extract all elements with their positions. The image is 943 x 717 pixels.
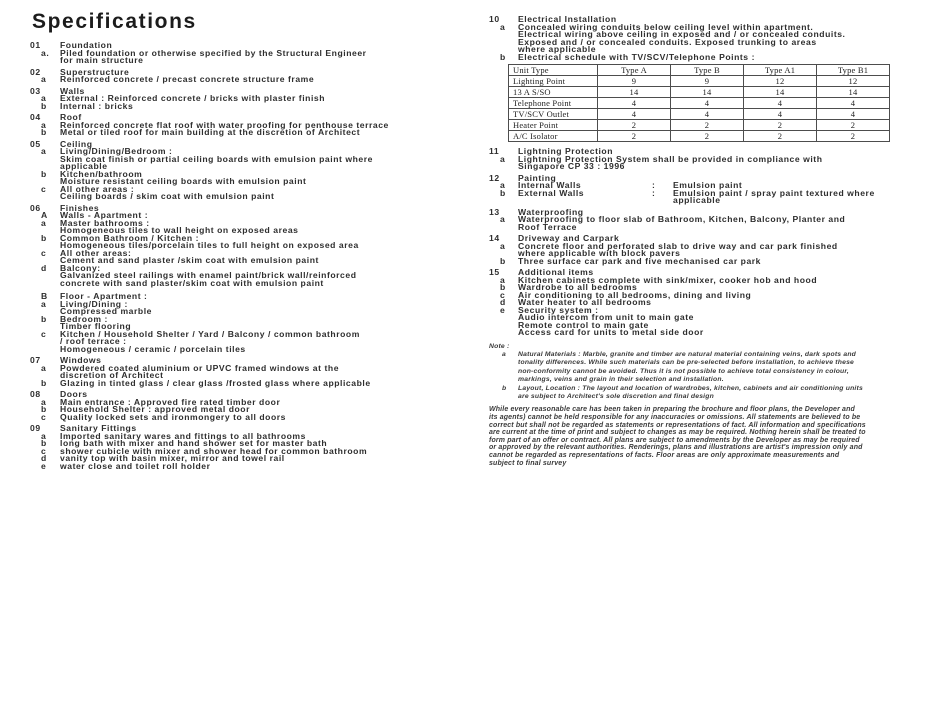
right-column xyxy=(489,16,921,467)
table-row-label: Heater Point xyxy=(509,120,598,131)
item-body xyxy=(518,385,921,402)
spec-section xyxy=(30,66,466,84)
spec-text-line: Skim coat finish or partial ceiling boards with emulsion paint where xyxy=(60,153,373,164)
spec-item xyxy=(30,129,466,137)
spec-text-line: vanity top with basin mixer, mirror and towel rail xyxy=(60,453,285,463)
item-body xyxy=(518,153,921,171)
spec-text-line: long bath with mixer and hand shower set for master bath xyxy=(60,438,328,448)
spec-text-line: Exposed and / or concealed conduits. Exposed trunking to areas xyxy=(518,36,817,47)
table-cell: 2 xyxy=(598,120,671,131)
item-label: e xyxy=(500,304,506,315)
item-label: d xyxy=(500,297,506,307)
spec-item xyxy=(30,76,466,84)
item-body xyxy=(60,377,466,388)
disclaimer-line: cannot be regarded as representations of facts. Floor areas are only approximate measurements and xyxy=(489,451,840,459)
item-label: d xyxy=(41,453,47,463)
spec-text-line: Water heater to all bedrooms xyxy=(518,297,652,307)
section-number: 08 xyxy=(30,389,41,399)
spec-text-line: Reinforced concrete flat roof with water proofing for penthouse terrace xyxy=(60,119,389,130)
table-header-cell: Unit Type xyxy=(509,65,598,76)
item-label: b xyxy=(41,313,47,324)
spec-text-line: Singapore CP 33 : 1996 xyxy=(518,161,625,171)
section-heading: Finishes xyxy=(60,202,100,213)
item-label: a xyxy=(41,396,47,407)
spec-section xyxy=(489,206,921,232)
item-body xyxy=(60,460,466,471)
item-body xyxy=(60,129,466,137)
spec-text-line: Powdered coated aluminium or UPVC framed windows at the xyxy=(60,362,340,373)
spec-text-line: Main entrance : Approved fire rated timber door xyxy=(60,396,281,407)
section-heading: Electrical Installation xyxy=(518,14,617,24)
section-number: 14 xyxy=(489,233,500,243)
spec-section xyxy=(30,85,466,111)
left-column xyxy=(30,42,466,474)
table-row-label: TV/SCV Outlet xyxy=(509,109,598,120)
item-body xyxy=(518,351,921,385)
spec-text-line: where applicable with block pavers xyxy=(518,248,681,258)
item-body xyxy=(60,183,466,201)
item-label: e xyxy=(41,460,47,471)
table-header-row xyxy=(509,65,890,76)
table-row xyxy=(509,76,890,87)
spec-item xyxy=(30,377,466,388)
item-label: b xyxy=(500,282,506,292)
spec-text-tab: applicable xyxy=(673,195,721,205)
note-item xyxy=(489,351,921,385)
disclaimer-line: correct but shall not be regarded as statements or representations of fact. All information and specifications xyxy=(489,421,866,429)
spec-text-tab: : xyxy=(652,180,656,190)
section-heading: Painting xyxy=(518,172,557,183)
item-label: A xyxy=(41,210,48,220)
section-number: 01 xyxy=(30,40,41,50)
table-row-label: A/C Isolator xyxy=(509,131,598,142)
spec-text-line: Lightning Protection System shall be provided in compliance with xyxy=(518,153,823,164)
spec-text-line: applicable xyxy=(60,161,108,171)
spec-text-line: Ceiling boards / skim coat with emulsion paint xyxy=(60,191,275,201)
section-heading: Superstructure xyxy=(60,66,130,77)
spec-item xyxy=(30,328,466,354)
item-label: b xyxy=(41,232,47,243)
spec-text-line: All other areas: xyxy=(60,247,132,258)
spec-text-line: Concrete floor and perforated slab to drive way and car park finished xyxy=(518,240,838,251)
section-number: 11 xyxy=(489,146,500,156)
table-row xyxy=(509,109,890,120)
item-body xyxy=(518,51,921,62)
table-row-label: Lighting Point xyxy=(509,76,598,87)
table-cell: 2 xyxy=(671,131,744,142)
spec-section xyxy=(489,172,921,205)
item-body xyxy=(60,328,466,354)
spec-text-line: concrete with sand plaster/skim coat with emulsion paint xyxy=(60,277,324,288)
table-header-cell: Type A1 xyxy=(744,65,817,76)
disclaimer-line: its agents) cannot be held responsible for any inaccuracies or omissions. All statements are believed to be xyxy=(489,413,861,421)
item-body xyxy=(518,304,921,337)
table-row-label: 13 A S/SO xyxy=(509,87,598,98)
section-heading: Windows xyxy=(60,355,102,365)
spec-text-line: Natural Materials : Marble, granite and timber are natural material containing veins, dark spots and xyxy=(518,350,857,358)
item-label: b xyxy=(41,127,47,137)
item-label: a xyxy=(41,146,47,156)
item-body xyxy=(518,21,921,54)
section-number: 12 xyxy=(489,172,500,183)
spec-section xyxy=(489,269,921,337)
item-label: a xyxy=(500,240,506,251)
spec-section xyxy=(30,42,466,65)
spec-item xyxy=(30,262,466,288)
spec-text-line: Kitchen / Household Shelter / Yard / Balcony / common bathroom xyxy=(60,328,360,339)
section-heading: Ceiling xyxy=(60,138,93,149)
section-number: 02 xyxy=(30,66,41,77)
spec-item xyxy=(30,100,466,111)
spec-section xyxy=(30,425,466,470)
section-number: 13 xyxy=(489,206,500,217)
item-label: b xyxy=(500,51,506,62)
table-cell: 9 xyxy=(598,76,671,87)
item-label: a xyxy=(500,274,506,285)
spec-item xyxy=(489,187,921,205)
spec-text-line: Layout, Location : The layout and location of wardrobes, kitchen, cabinets and air conditioning units xyxy=(518,384,863,392)
item-label: b xyxy=(500,255,506,266)
spec-text-line: markings, veins and grain in their selection and installation. xyxy=(518,376,724,384)
spec-item xyxy=(30,460,466,471)
table-cell: 2 xyxy=(598,131,671,142)
note-heading: Note : xyxy=(489,342,510,350)
item-label: c xyxy=(41,411,47,422)
table-cell: 2 xyxy=(817,120,890,131)
item-label: b xyxy=(41,404,47,414)
disclaimer-line: While every reasonable care has been taken in preparing the brochure and floor plans, the Developer and xyxy=(489,406,855,414)
spec-text-line: Remote control to main gate xyxy=(518,319,649,330)
spec-text-line: Security system : xyxy=(518,304,599,315)
spec-text-line: Bedroom : xyxy=(60,313,108,324)
spec-text-line: Kitchen/bathroom xyxy=(60,168,143,179)
item-label: a xyxy=(41,298,47,309)
item-label: b xyxy=(502,384,507,392)
table-cell: 2 xyxy=(744,120,817,131)
item-label: a xyxy=(41,362,47,373)
spec-text-line: Balcony: xyxy=(60,262,101,273)
item-label: b xyxy=(41,100,47,111)
item-body xyxy=(60,262,466,288)
table-cell: 4 xyxy=(598,109,671,120)
spec-text-line: Access card for units to metal side door xyxy=(518,327,704,337)
spec-text-line: Homogeneous tiles to wall height on exposed areas xyxy=(60,225,299,235)
table-header xyxy=(509,65,890,76)
spec-text-line: Roof Terrace xyxy=(518,221,577,232)
section-number: 09 xyxy=(30,423,41,433)
table-row-label: Telephone Point xyxy=(509,98,598,109)
spec-text-tab: External Walls xyxy=(518,187,585,198)
spec-text-line: Timber flooring xyxy=(60,321,132,331)
item-label: c xyxy=(500,289,506,300)
spec-text-line: Walls - Apartment : xyxy=(60,210,149,220)
table-cell: 4 xyxy=(671,98,744,109)
spec-text-line: Imported sanitary wares and fittings to all bathrooms xyxy=(60,430,306,441)
item-body xyxy=(518,216,921,231)
spec-text-line: Homogeneous tiles/porcelain tiles to full height on exposed area xyxy=(60,240,359,250)
table-row xyxy=(509,98,890,109)
spec-text-line: Waterproofing to floor slab of Bathroom, Kitchen, Balcony, Planter and xyxy=(518,214,846,224)
table-cell: 4 xyxy=(817,98,890,109)
spec-text-line: water close and toilet roll holder xyxy=(60,460,211,471)
section-number: 05 xyxy=(30,138,41,149)
item-body xyxy=(60,100,466,111)
spec-item xyxy=(30,148,466,171)
section-heading: Roof xyxy=(60,112,82,122)
spec-text-line: non-conformity cannot be avoided. Thus it is not possible to achieve total consistency in colour, xyxy=(518,367,849,375)
spec-item xyxy=(489,216,921,231)
table-header-cell: Type A xyxy=(598,65,671,76)
spec-text-line: Air conditioning to all bedrooms, dining and living xyxy=(518,289,752,300)
table-cell: 2 xyxy=(744,131,817,142)
spec-text-line: where applicable xyxy=(518,44,597,54)
page-title: Specifications xyxy=(32,10,197,33)
item-body xyxy=(60,298,466,316)
spec-text-line: / roof terrace : xyxy=(60,336,127,346)
spec-text-line: Master bathrooms : xyxy=(60,217,150,228)
section-heading: Driveway and Carpark xyxy=(518,233,620,243)
spec-text-line: shower cubicle with mixer and shower head for common bathroom xyxy=(60,445,368,456)
item-label: a xyxy=(41,119,47,130)
spec-text-line: Moisture resistant ceiling boards with emulsion paint xyxy=(60,176,307,186)
spec-text-line: Quality locked sets and ironmongery to all doors xyxy=(60,411,287,422)
table-cell: 9 xyxy=(671,76,744,87)
item-label: a xyxy=(500,180,506,190)
item-label: d xyxy=(41,262,47,273)
table-cell: 14 xyxy=(671,87,744,98)
spec-text-line: discretion of Architect xyxy=(60,370,164,380)
item-label: B xyxy=(41,291,48,301)
spec-text-line: Homogeneous / ceramic / porcelain tiles xyxy=(60,343,246,354)
note-item xyxy=(489,385,921,402)
item-body xyxy=(60,76,466,84)
spec-text-line: Reinforced concrete / precast concrete structure frame xyxy=(60,74,315,84)
section-heading: Lightning Protection xyxy=(518,146,614,156)
table-cell: 2 xyxy=(817,131,890,142)
spec-section xyxy=(30,391,466,421)
item-label: c xyxy=(41,247,47,258)
spec-section xyxy=(489,235,921,265)
disclaimer-paragraph xyxy=(489,406,921,467)
spec-text-line: Floor - Apartment : xyxy=(60,291,148,301)
spec-text-tab: Emulsion paint / spray paint textured where xyxy=(673,187,875,198)
item-label: c xyxy=(41,183,47,194)
spec-section xyxy=(30,202,466,354)
table-cell: 4 xyxy=(671,109,744,120)
spec-text-line: Compressed marble xyxy=(60,306,152,316)
table-cell: 4 xyxy=(817,109,890,120)
section-number: 06 xyxy=(30,202,41,213)
table-row xyxy=(509,87,890,98)
item-body xyxy=(60,148,466,171)
item-label: c xyxy=(41,328,47,339)
spec-text-line: are subject to Architect's sole discretion and final design xyxy=(518,392,714,400)
spec-item xyxy=(489,304,921,337)
section-number: 07 xyxy=(30,355,41,365)
spec-text-line: Audio intercom from unit to main gate xyxy=(518,312,694,322)
spec-text-line: Wardrobe to all bedrooms xyxy=(518,282,638,292)
table-row xyxy=(509,131,890,142)
section-heading: Foundation xyxy=(60,40,113,50)
item-label: a xyxy=(500,153,506,164)
spec-item xyxy=(489,255,921,266)
spec-text-line: tonality differences. While such materials can be pre-selected before installation, to achieve these xyxy=(518,359,855,367)
table-cell: 12 xyxy=(744,76,817,87)
item-label: b xyxy=(41,168,47,179)
disclaimer-line: or approved by the relevant authorities. Renderings, plans and illustrations are artist's impression only and xyxy=(489,444,863,452)
item-label: a xyxy=(41,93,47,103)
spec-text-line: Glazing in tinted glass / clear glass /frosted glass where applicable xyxy=(60,377,371,388)
table-cell: 4 xyxy=(744,109,817,120)
item-body xyxy=(60,411,466,422)
electrical-schedule-table xyxy=(508,64,890,142)
note-block xyxy=(489,343,921,402)
spec-text-line: Concealed wiring conduits below ceiling level within apartment. xyxy=(518,21,814,32)
section-number: 04 xyxy=(30,112,41,122)
disclaimer-line: subject to final survey xyxy=(489,459,567,467)
table-cell: 14 xyxy=(598,87,671,98)
item-label: b xyxy=(41,377,47,388)
item-label: a xyxy=(500,214,506,224)
spec-text-line: for main structure xyxy=(60,55,144,65)
spec-text-line: Cement and sand plaster /skim coat with emulsion paint xyxy=(60,255,319,265)
disclaimer-line: are current at the time of print and subject to changes as may be required. Nothing herein shall be treated to xyxy=(489,429,866,437)
spec-text-line: Three surface car park and five mechanised car park xyxy=(518,255,761,266)
spec-text-line: Household Shelter : approved metal door xyxy=(60,404,251,414)
spec-text-line: Common Bathroom / Kitchen : xyxy=(60,232,199,243)
spec-text-tab: Emulsion paint xyxy=(673,180,743,190)
spec-item xyxy=(30,183,466,201)
item-label: a xyxy=(41,74,47,84)
item-label: c xyxy=(41,445,47,456)
section-heading: Doors xyxy=(60,389,88,399)
table-cell: 14 xyxy=(817,87,890,98)
table-body xyxy=(509,76,890,142)
spec-section xyxy=(30,114,466,137)
spec-item xyxy=(30,47,466,65)
section-heading: Waterproofing xyxy=(518,206,584,217)
table-cell: 2 xyxy=(671,120,744,131)
spec-section xyxy=(30,138,466,201)
spec-text-line: Living/Dining : xyxy=(60,298,128,309)
item-label: a xyxy=(41,430,47,441)
table-cell: 4 xyxy=(598,98,671,109)
spec-text-line: External : Reinforced concrete / bricks with plaster finish xyxy=(60,93,326,103)
spec-item xyxy=(489,153,921,171)
spec-text-line xyxy=(518,197,921,205)
spec-text-tab: Internal Walls xyxy=(518,180,582,190)
item-label: b xyxy=(41,438,47,448)
table-header-cell: Type B1 xyxy=(817,65,890,76)
disclaimer-line: form part of an offer or contract. All plans are subject to amendments by the Developer as may be required xyxy=(489,436,860,444)
table-cell: 4 xyxy=(744,98,817,109)
table-cell: 12 xyxy=(817,76,890,87)
item-body xyxy=(60,247,466,265)
spec-text-line: All other areas : xyxy=(60,183,135,194)
spec-text-line: Electrical wiring above ceiling in exposed and / or concealed conduits. xyxy=(518,29,846,39)
spec-section xyxy=(489,148,921,171)
spec-text-line: Living/Dining/Bedroom : xyxy=(60,146,173,156)
item-body xyxy=(518,255,921,266)
section-heading: Sanitary Fittings xyxy=(60,423,137,433)
spec-item xyxy=(489,21,921,54)
section-heading: Walls xyxy=(60,85,85,96)
item-body xyxy=(60,47,466,65)
section-number: 15 xyxy=(489,267,500,277)
spec-text-tab: : xyxy=(652,187,656,198)
item-label: a xyxy=(502,350,506,358)
item-label: a. xyxy=(41,47,50,58)
spec-text-line: Electrical schedule with TV/SCV/Telephone Points : xyxy=(518,51,755,62)
item-body xyxy=(518,187,921,205)
spec-section xyxy=(489,16,921,142)
table-cell: 14 xyxy=(744,87,817,98)
section-heading: Additional items xyxy=(518,267,594,277)
table-header-cell: Type B xyxy=(671,65,744,76)
item-label: a xyxy=(500,21,506,32)
spec-section xyxy=(30,357,466,387)
table-row xyxy=(509,120,890,131)
spec-item xyxy=(489,51,921,62)
spec-item xyxy=(30,411,466,422)
spec-text-line: Metal or tiled roof for main building at the discretion of Architect xyxy=(60,127,361,137)
section-number: 03 xyxy=(30,85,41,96)
spec-text-line: Piled foundation or otherwise specified by the Structural Engineer xyxy=(60,47,367,58)
item-label: a xyxy=(41,217,47,228)
section-number: 10 xyxy=(489,14,500,24)
item-label: b xyxy=(500,187,506,198)
spec-text-line: Kitchen cabinets complete with sink/mixer, cooker hob and hood xyxy=(518,274,818,285)
spec-text-line: Internal : bricks xyxy=(60,100,134,111)
spec-text-line: Galvanized steel railings with enamel paint/brick wall/reinforced xyxy=(60,270,357,280)
